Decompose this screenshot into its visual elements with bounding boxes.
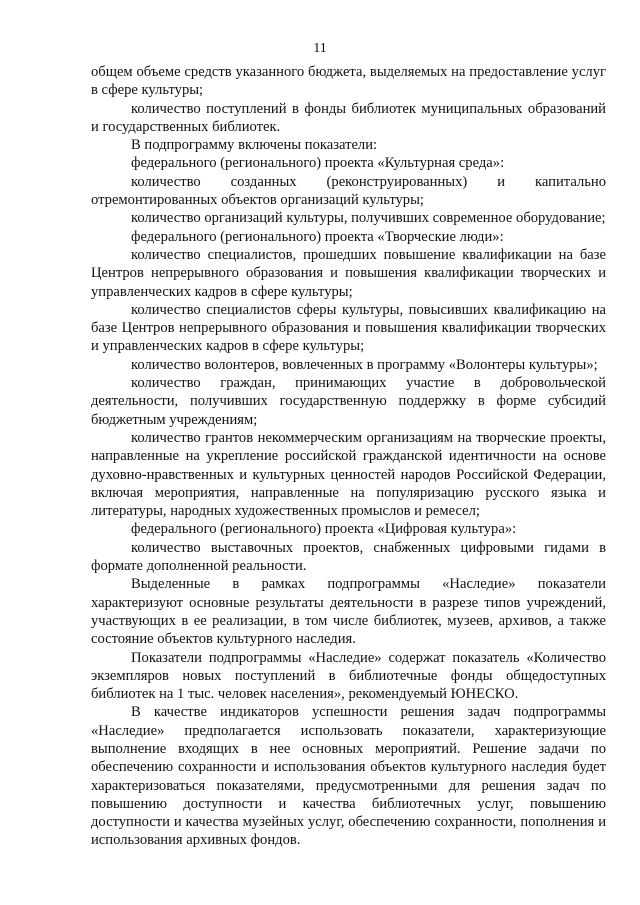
document-body <box>91 63 606 850</box>
paragraph: федерального (регионального) проекта «Культурная среда»: <box>131 155 505 172</box>
paragraph: В качестве индикаторов успешности решения задач подпрограммы «Наследие» предполагается использовать показатели, характеризующие выполнение входящих в нее основных мероприятий. Решение задачи по обеспечению сохранности и использования объектов культурного наследия будет характеризоваться показателями, предусмотренными для решения задач по повышению доступности и качества библиотечных услуг, повышению доступности и качества музейных услуг, обеспечению сохранности, пополнения и использования архивных фондов. <box>91 704 606 849</box>
page-number: 11 <box>313 41 327 56</box>
paragraph: количество созданных (реконструированных) и капитально отремонтированных объектов организаций культуры; <box>91 173 606 209</box>
paragraph: количество грантов некоммерческим организациям на творческие проекты, направленные на укрепление российской гражданской идентичности на основе духовно-нравственных и культурных ценностей народов Российской Федерации, включая мероприятия, направленные на популяризацию русского языка и литературы, народных художественных промыслов и ремесел; <box>91 429 606 520</box>
paragraph: федерального (регионального) проекта «Цифровая культура»: <box>131 521 517 538</box>
paragraph: Показатели подпрограммы «Наследие» содержат показатель «Количество экземпляров новых поступлений в библиотечные фонды общедоступных библиотек на 1 тыс. человек населения», рекомендуемый ЮНЕСКО. <box>91 649 606 703</box>
paragraph: количество специалистов, прошедших повышение квалификации на базе Центров непрерывного образования и повышения квалификации творческих и управленческих кадров в сфере культуры; <box>91 246 606 300</box>
paragraph: количество выставочных проектов, снабженных цифровыми гидами в формате дополненной реальности. <box>91 539 606 575</box>
paragraph: количество организаций культуры, получивших современное оборудование; <box>131 210 606 227</box>
paragraph: федерального (регионального) проекта «Творческие люди»: <box>131 228 504 245</box>
paragraph: количество специалистов сферы культуры, повысивших квалификацию на базе Центров непрерывного образования и повышения квалификации творческих и управленческих кадров в сфере культуры; <box>91 301 606 355</box>
paragraph: количество граждан, принимающих участие в добровольческой деятельности, получивших государственную поддержку в форме субсидий бюджетным учреждениям; <box>91 375 606 428</box>
paragraph: В подпрограмму включены показатели: <box>131 137 378 154</box>
paragraph: Выделенные в рамках подпрограммы «Наследие» показатели характеризуют основные результаты деятельности в разрезе типов учреждений, участвующих в ее реализации, в том числе библиотек, музеев, архивов, а также состояние объектов культурного наследия. <box>91 576 606 648</box>
paragraph: количество волонтеров, вовлеченных в программу «Волонтеры культуры»; <box>131 356 598 373</box>
paragraph: общем объеме средств указанного бюджета, выделяемых на предоставление услуг в сфере культуры; <box>91 64 606 99</box>
paragraph: количество поступлений в фонды библиотек муниципальных образований и государственных библиотек. <box>91 100 606 135</box>
